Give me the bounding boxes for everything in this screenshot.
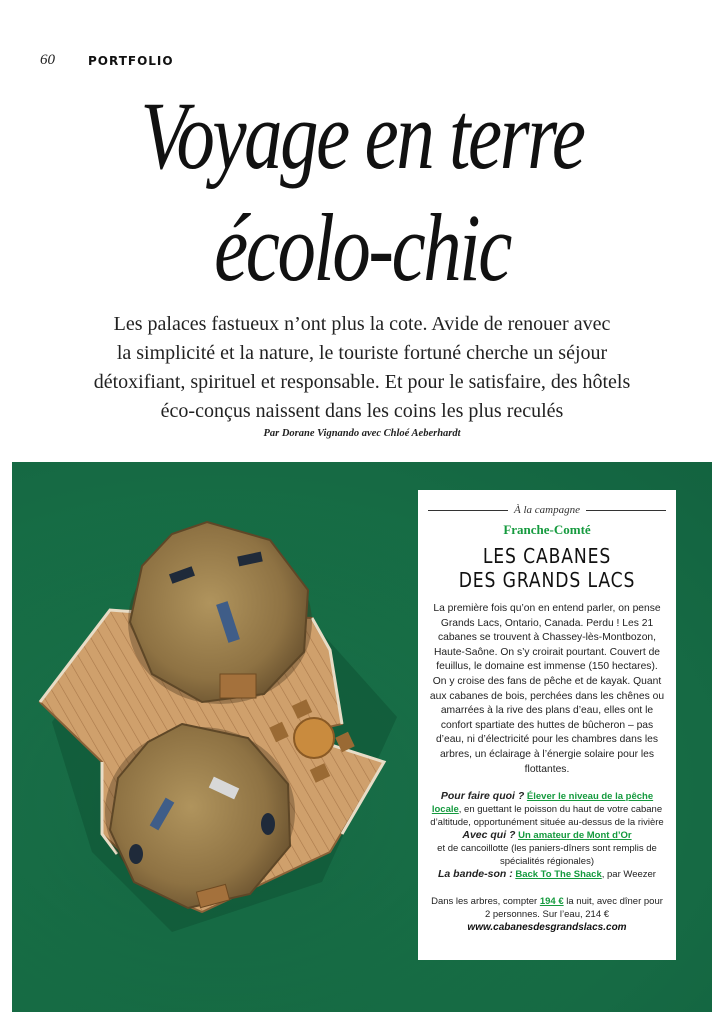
sidebar-title (445, 544, 650, 592)
kicker: À la campagne (514, 504, 580, 516)
q1-text: , en guettant le poisson du haut de votre cabane d’altitude, opportunément située au-dessus de la rivière (430, 804, 664, 829)
article-title-line2: écolo-chic (214, 194, 510, 301)
divider (586, 510, 666, 511)
sidebar-body: La première fois qu’on en entend parler, on pense Grands Lacs, Ontario, Canada. Perdu ! Les 21 cabanes se trouvent à Chassey-lès-Montbozon, Haute-Saône. On s’y croirait pourtant. Couvert de feuillus, le domaine est immense (150 hectares). On y croise des fans de pêche et de kayak. Quant aux cabanes de bois, perchées dans les chênes ou amarrées à la rive des plans d’eau, elles ont le confort spartiate des huttes de bûcheron – pas d’eau, ni d’électricité pour les chambres dans les arbres, un éclairage à l’énergie solaire pour les flottantes. (429, 603, 665, 775)
q1-link[interactable]: Élever le niveau de la pêche locale (431, 791, 654, 816)
round-window (261, 813, 275, 835)
article-title-line1: Voyage en terre (140, 82, 584, 189)
intro-line: Les palaces fastueux n’ont plus la cote. Avide de renouer avec (113, 313, 611, 335)
divider (428, 510, 508, 511)
kicker-row (428, 504, 666, 516)
intro-line: la simplicité et la nature, le touriste fortuné cherche un séjour (116, 342, 608, 364)
info-block (428, 790, 666, 881)
q2 (428, 829, 666, 868)
price-value[interactable]: 194 € (539, 896, 564, 908)
section-label: PORTFOLIO (88, 54, 174, 68)
page-number: 60 (40, 52, 55, 68)
q3 (428, 868, 666, 881)
q1-label: Pour faire quoi ? (440, 790, 525, 803)
q3-text: , par Weezer (601, 869, 656, 881)
price-pre: Dans les arbres, compter (431, 896, 538, 908)
door (220, 674, 256, 698)
price-block (428, 895, 666, 934)
intro-line: détoxifiant, spirituel et responsable. Et pour le satisfaire, des hôtels (93, 371, 631, 393)
region-label: Franche-Comté (503, 522, 591, 537)
sidebar-title-line2: DES GRANDS LACS (458, 568, 636, 592)
price-post: la nuit, avec dîner pour 2 personnes. Sur l’eau, 214 € (484, 896, 663, 921)
article-intro (62, 310, 662, 426)
q2-text: et de cancoillotte (les paniers-dîners sont remplis de spécialités régionales) (437, 843, 657, 868)
sidebar-box (418, 490, 676, 960)
table-icon (294, 718, 334, 758)
byline: Par Dorane Vignando avec Chloé Aeberhardt (263, 428, 461, 439)
q2-label: Avec qui ? (462, 829, 516, 842)
q3-link[interactable]: Back To The Shack (515, 869, 602, 881)
q3-label: La bande-son : (438, 868, 513, 881)
round-window (129, 844, 143, 864)
q2-link[interactable]: Un amateur de Mont d’Or (518, 830, 632, 842)
website-link[interactable]: www.cabanesdesgrandslacs.com (467, 922, 627, 934)
sidebar-title-line1: LES CABANES (482, 544, 612, 568)
q1 (428, 790, 666, 829)
intro-line: éco-conçus naissent dans les coins les plus reculés (160, 400, 564, 422)
